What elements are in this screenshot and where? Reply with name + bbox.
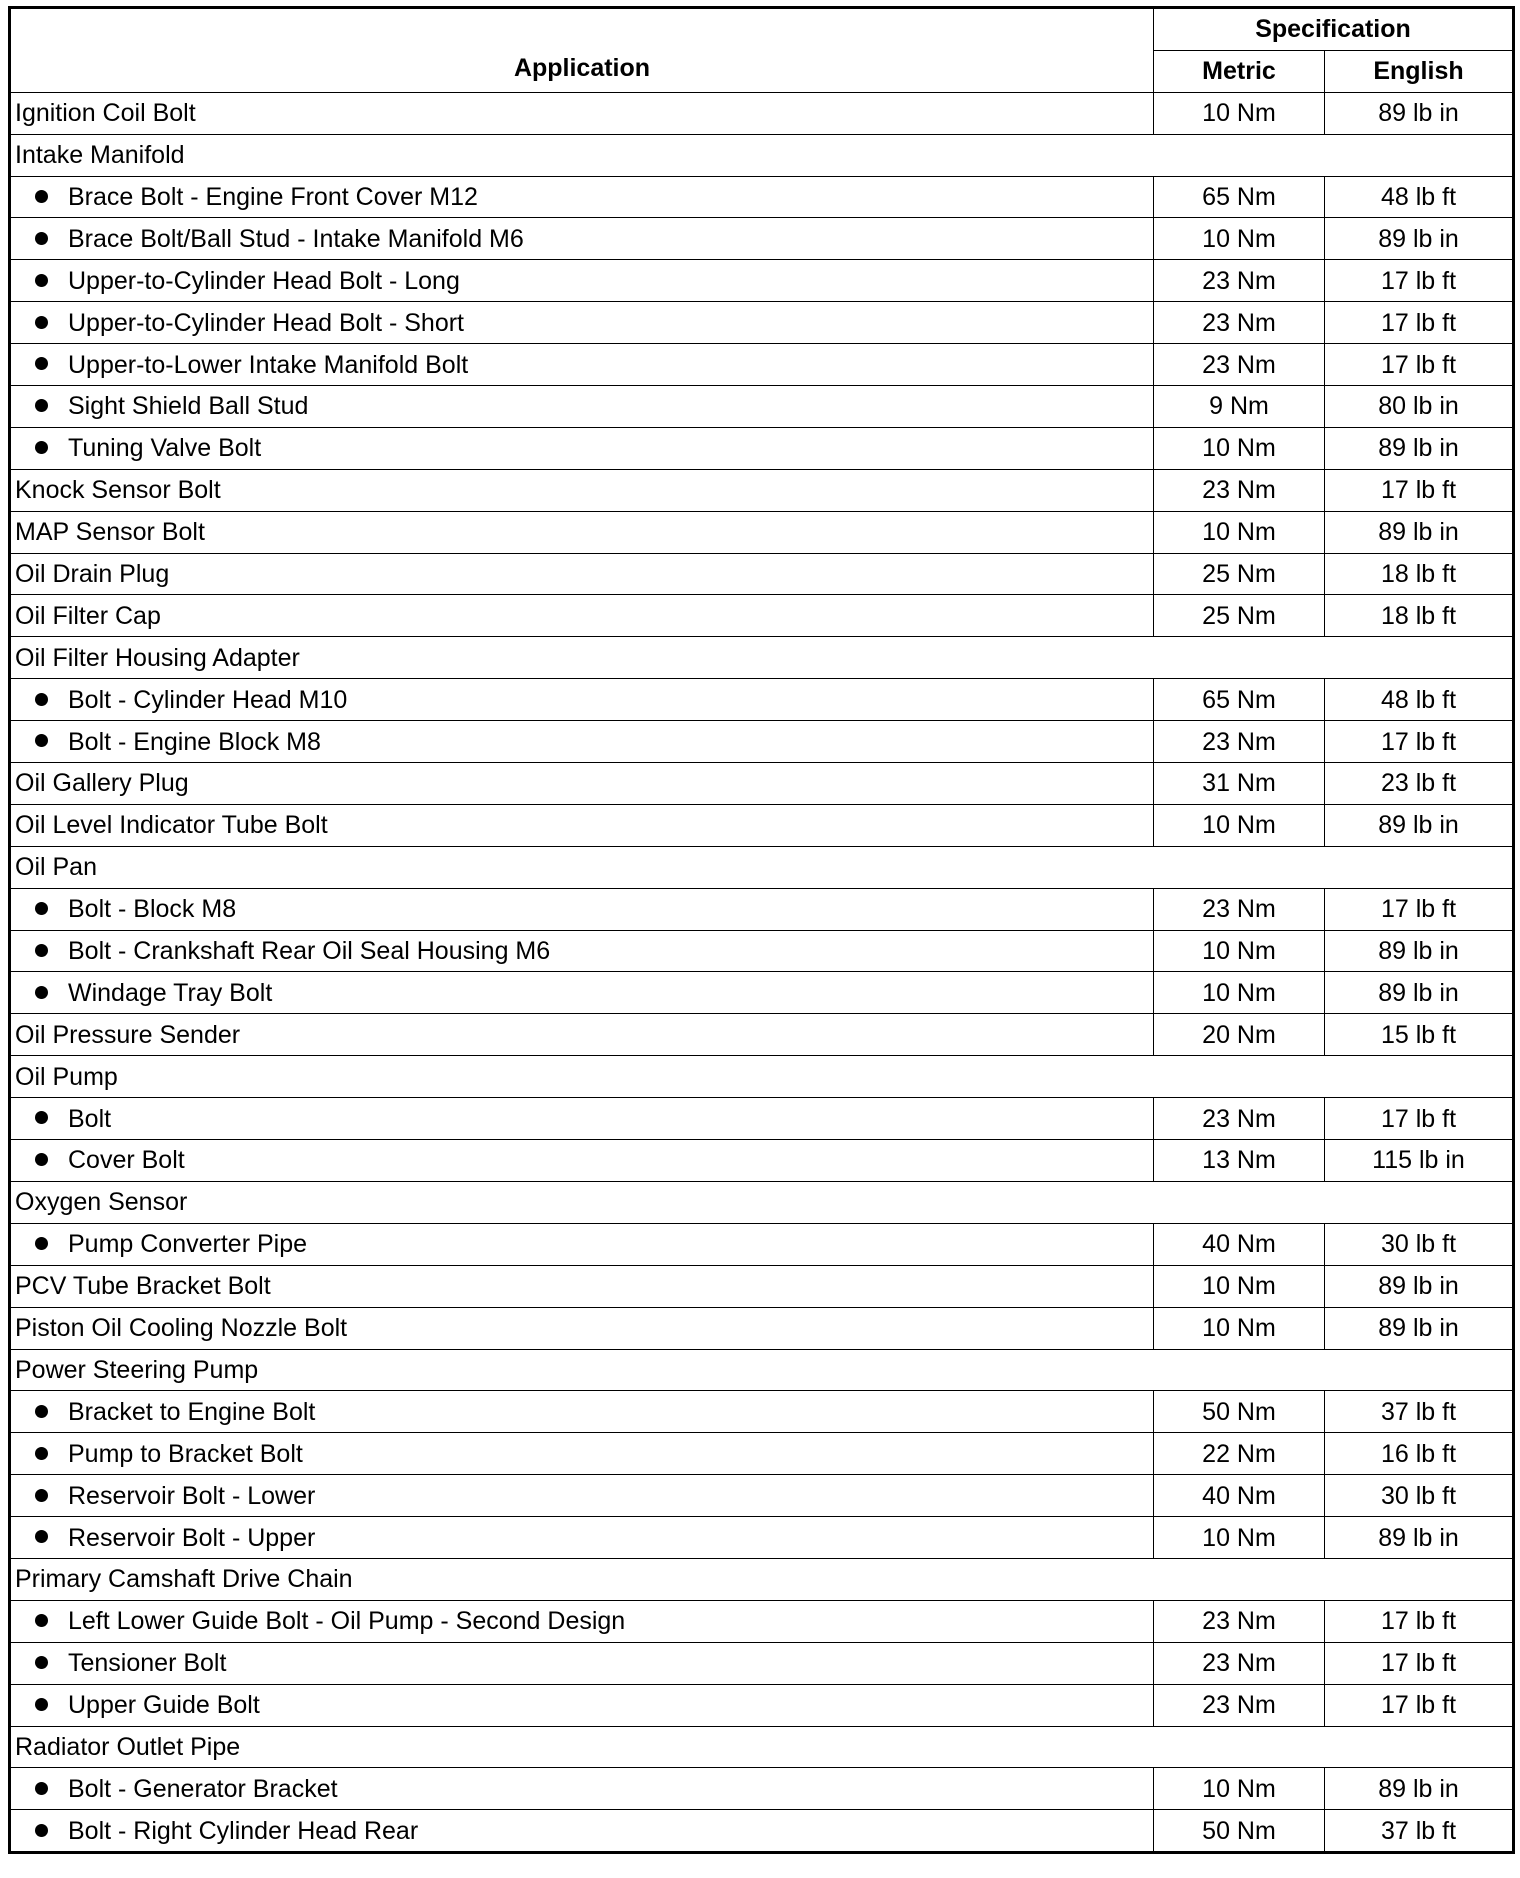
english-value: 115 lb in [1325, 1140, 1514, 1182]
group-row [10, 1726, 1514, 1768]
english-value: 89 lb in [1325, 218, 1514, 260]
english-value: 89 lb in [1325, 930, 1514, 972]
group-row [10, 134, 1514, 176]
table-row [10, 469, 1514, 511]
table-body [10, 92, 1514, 1852]
metric-value: 9 Nm [1154, 386, 1325, 428]
application-cell [10, 721, 1154, 763]
application-label: Pump to Bracket Bolt [68, 1439, 303, 1468]
application-cell [10, 888, 1154, 930]
application-label: Upper-to-Lower Intake Manifold Bolt [68, 350, 469, 379]
bullet-icon [35, 1237, 48, 1250]
application-label: Bolt - Engine Block M8 [68, 727, 321, 756]
application-cell [10, 1181, 1514, 1223]
metric-value: 13 Nm [1154, 1140, 1325, 1182]
application-label: Oil Pump [15, 1062, 118, 1091]
metric-column-header: Metric [1154, 50, 1325, 92]
english-value: 80 lb in [1325, 386, 1514, 428]
application-cell [10, 763, 1154, 805]
metric-value: 10 Nm [1154, 92, 1325, 134]
metric-value: 23 Nm [1154, 721, 1325, 763]
application-cell [10, 1140, 1154, 1182]
application-label: Windage Tray Bolt [68, 978, 273, 1007]
metric-value: 20 Nm [1154, 1014, 1325, 1056]
application-label: Power Steering Pump [15, 1355, 259, 1384]
group-row [10, 846, 1514, 888]
application-label: PCV Tube Bracket Bolt [15, 1272, 271, 1301]
application-label: Bolt [68, 1104, 112, 1133]
application-label: Upper-to-Cylinder Head Bolt - Short [68, 308, 464, 337]
bullet-icon [35, 902, 48, 915]
english-value: 17 lb ft [1325, 344, 1514, 386]
english-value: 89 lb in [1325, 1768, 1514, 1810]
application-cell [10, 302, 1154, 344]
table-row [10, 595, 1514, 637]
english-value: 17 lb ft [1325, 1600, 1514, 1642]
table-row [10, 1140, 1514, 1182]
metric-value: 23 Nm [1154, 469, 1325, 511]
table-row [10, 302, 1514, 344]
application-label: Reservoir Bolt - Upper [68, 1523, 316, 1552]
application-label: Intake Manifold [15, 141, 185, 170]
application-label: Oil Filter Cap [15, 601, 161, 630]
table-row [10, 1475, 1514, 1517]
application-cell [10, 804, 1154, 846]
metric-value: 10 Nm [1154, 1768, 1325, 1810]
application-cell [10, 1768, 1154, 1810]
bullet-icon [35, 1405, 48, 1418]
table-row [10, 218, 1514, 260]
table-row [10, 427, 1514, 469]
application-label: Cover Bolt [68, 1146, 185, 1175]
bullet-icon [35, 1447, 48, 1460]
application-cell [10, 1391, 1154, 1433]
metric-value: 10 Nm [1154, 1265, 1325, 1307]
english-value: 17 lb ft [1325, 1642, 1514, 1684]
bullet-icon [35, 693, 48, 706]
application-label: Ignition Coil Bolt [15, 99, 196, 128]
table-row [10, 679, 1514, 721]
application-label: Oil Pan [15, 853, 97, 882]
english-value: 89 lb in [1325, 1307, 1514, 1349]
metric-value: 10 Nm [1154, 972, 1325, 1014]
bullet-icon [35, 944, 48, 957]
bullet-icon [35, 1698, 48, 1711]
application-label: Bolt - Crankshaft Rear Oil Seal Housing M6 [68, 937, 551, 966]
application-cell [10, 637, 1514, 679]
application-cell [10, 134, 1514, 176]
application-label: Left Lower Guide Bolt - Oil Pump - Second Design [68, 1607, 626, 1636]
bullet-icon [35, 441, 48, 454]
bullet-icon [35, 1656, 48, 1669]
application-cell [10, 92, 1154, 134]
application-label: Oil Filter Housing Adapter [15, 643, 300, 672]
application-cell [10, 1307, 1154, 1349]
application-label: MAP Sensor Bolt [15, 518, 205, 547]
bullet-icon [35, 1489, 48, 1502]
table-row [10, 1014, 1514, 1056]
table-row [10, 721, 1514, 763]
english-value: 17 lb ft [1325, 260, 1514, 302]
english-value: 23 lb ft [1325, 763, 1514, 805]
application-cell [10, 553, 1154, 595]
metric-value: 23 Nm [1154, 344, 1325, 386]
metric-value: 23 Nm [1154, 1684, 1325, 1726]
application-label: Bracket to Engine Bolt [68, 1397, 316, 1426]
specification-column-header: Specification [1154, 8, 1514, 51]
application-label: Upper-to-Cylinder Head Bolt - Long [68, 266, 460, 295]
application-label: Oil Drain Plug [15, 560, 170, 589]
table-row [10, 1433, 1514, 1475]
english-value: 18 lb ft [1325, 553, 1514, 595]
bullet-icon [35, 399, 48, 412]
application-cell [10, 260, 1154, 302]
metric-value: 23 Nm [1154, 1642, 1325, 1684]
application-label: Reservoir Bolt - Lower [68, 1481, 316, 1510]
application-label: Tensioner Bolt [68, 1649, 227, 1678]
metric-value: 25 Nm [1154, 553, 1325, 595]
application-label: Upper Guide Bolt [68, 1691, 260, 1720]
application-cell [10, 1558, 1514, 1600]
metric-value: 25 Nm [1154, 595, 1325, 637]
bullet-icon [35, 357, 48, 370]
metric-value: 50 Nm [1154, 1391, 1325, 1433]
application-cell [10, 1098, 1154, 1140]
metric-value: 23 Nm [1154, 260, 1325, 302]
english-value: 17 lb ft [1325, 888, 1514, 930]
metric-value: 10 Nm [1154, 1307, 1325, 1349]
application-cell [10, 344, 1154, 386]
application-label: Bolt - Generator Bracket [68, 1774, 338, 1803]
table-row [10, 1307, 1514, 1349]
table-row [10, 260, 1514, 302]
table-row [10, 1684, 1514, 1726]
group-row [10, 1558, 1514, 1600]
table-row [10, 553, 1514, 595]
application-cell [10, 595, 1154, 637]
english-value: 15 lb ft [1325, 1014, 1514, 1056]
application-cell [10, 176, 1154, 218]
application-cell [10, 1433, 1154, 1475]
torque-spec-table [8, 6, 1515, 1854]
metric-value: 22 Nm [1154, 1433, 1325, 1475]
english-value: 89 lb in [1325, 1517, 1514, 1559]
application-cell [10, 1517, 1154, 1559]
english-value: 89 lb in [1325, 511, 1514, 553]
english-value: 17 lb ft [1325, 1684, 1514, 1726]
bullet-icon [35, 274, 48, 287]
table-row [10, 888, 1514, 930]
metric-value: 23 Nm [1154, 1098, 1325, 1140]
metric-value: 65 Nm [1154, 176, 1325, 218]
table-row [10, 92, 1514, 134]
application-cell [10, 930, 1154, 972]
table-row [10, 344, 1514, 386]
application-cell [10, 1223, 1154, 1265]
bullet-icon [35, 1614, 48, 1627]
table-header [10, 8, 1514, 93]
bullet-icon [35, 1153, 48, 1166]
application-cell [10, 511, 1154, 553]
application-cell [10, 1014, 1154, 1056]
table-row [10, 763, 1514, 805]
table-row [10, 972, 1514, 1014]
english-value: 37 lb ft [1325, 1391, 1514, 1433]
application-cell [10, 469, 1154, 511]
english-value: 30 lb ft [1325, 1223, 1514, 1265]
english-value: 17 lb ft [1325, 721, 1514, 763]
english-value: 18 lb ft [1325, 595, 1514, 637]
bullet-icon [35, 1782, 48, 1795]
application-cell [10, 846, 1514, 888]
table-row [10, 1265, 1514, 1307]
application-label: Oil Gallery Plug [15, 769, 189, 798]
bullet-icon [35, 190, 48, 203]
metric-value: 50 Nm [1154, 1810, 1325, 1853]
application-label: Pump Converter Pipe [68, 1230, 308, 1259]
application-label: Oxygen Sensor [15, 1188, 188, 1217]
table-row [10, 1223, 1514, 1265]
application-cell [10, 427, 1154, 469]
bullet-icon [35, 1824, 48, 1837]
group-row [10, 1181, 1514, 1223]
application-cell [10, 1600, 1154, 1642]
application-label: Primary Camshaft Drive Chain [15, 1565, 353, 1594]
application-label: Knock Sensor Bolt [15, 476, 221, 505]
bullet-icon [35, 1111, 48, 1124]
metric-value: 10 Nm [1154, 511, 1325, 553]
group-row [10, 1056, 1514, 1098]
bullet-icon [35, 986, 48, 999]
table-row [10, 930, 1514, 972]
application-cell [10, 1475, 1154, 1517]
table-row [10, 176, 1514, 218]
english-value: 89 lb in [1325, 804, 1514, 846]
application-cell [10, 1265, 1154, 1307]
application-cell [10, 1684, 1154, 1726]
table-row [10, 1810, 1514, 1853]
table-row [10, 1391, 1514, 1433]
metric-value: 23 Nm [1154, 1600, 1325, 1642]
application-label: Oil Level Indicator Tube Bolt [15, 811, 328, 840]
application-column-header: Application [10, 8, 1154, 93]
table-row [10, 1517, 1514, 1559]
table-row [10, 1768, 1514, 1810]
application-label: Radiator Outlet Pipe [15, 1732, 241, 1761]
english-value: 30 lb ft [1325, 1475, 1514, 1517]
english-value: 17 lb ft [1325, 469, 1514, 511]
table-row [10, 386, 1514, 428]
metric-value: 40 Nm [1154, 1223, 1325, 1265]
application-label: Bolt - Block M8 [68, 895, 237, 924]
bullet-icon [35, 232, 48, 245]
english-value: 48 lb ft [1325, 679, 1514, 721]
english-value: 37 lb ft [1325, 1810, 1514, 1853]
application-cell [10, 218, 1154, 260]
application-cell [10, 386, 1154, 428]
application-label: Bolt - Right Cylinder Head Rear [68, 1816, 419, 1845]
english-value: 17 lb ft [1325, 302, 1514, 344]
bullet-icon [35, 316, 48, 329]
bullet-icon [35, 734, 48, 747]
metric-value: 10 Nm [1154, 218, 1325, 260]
english-value: 17 lb ft [1325, 1098, 1514, 1140]
metric-value: 23 Nm [1154, 302, 1325, 344]
metric-value: 31 Nm [1154, 763, 1325, 805]
bullet-icon [35, 1530, 48, 1543]
table-row [10, 1600, 1514, 1642]
table-row [10, 1642, 1514, 1684]
application-cell [10, 1810, 1154, 1853]
english-value: 89 lb in [1325, 92, 1514, 134]
application-cell [10, 1642, 1154, 1684]
table-row [10, 1098, 1514, 1140]
metric-value: 10 Nm [1154, 930, 1325, 972]
application-cell [10, 972, 1154, 1014]
group-row [10, 1349, 1514, 1391]
group-row [10, 637, 1514, 679]
english-value: 48 lb ft [1325, 176, 1514, 218]
english-column-header: English [1325, 50, 1514, 92]
metric-value: 10 Nm [1154, 427, 1325, 469]
application-label: Brace Bolt/Ball Stud - Intake Manifold M6 [68, 224, 524, 253]
metric-value: 10 Nm [1154, 804, 1325, 846]
application-cell [10, 1056, 1514, 1098]
application-label: Tuning Valve Bolt [68, 434, 262, 463]
application-cell [10, 1349, 1514, 1391]
metric-value: 40 Nm [1154, 1475, 1325, 1517]
header-row-top [10, 8, 1514, 51]
table-row [10, 511, 1514, 553]
application-label: Piston Oil Cooling Nozzle Bolt [15, 1314, 348, 1343]
application-cell [10, 679, 1154, 721]
english-value: 89 lb in [1325, 427, 1514, 469]
metric-value: 10 Nm [1154, 1517, 1325, 1559]
application-cell [10, 1726, 1514, 1768]
english-value: 89 lb in [1325, 1265, 1514, 1307]
application-label: Sight Shield Ball Stud [68, 392, 309, 421]
english-value: 89 lb in [1325, 972, 1514, 1014]
metric-value: 23 Nm [1154, 888, 1325, 930]
application-label: Brace Bolt - Engine Front Cover M12 [68, 183, 478, 211]
table-row [10, 804, 1514, 846]
application-label: Bolt - Cylinder Head M10 [68, 685, 348, 714]
application-label: Oil Pressure Sender [15, 1020, 241, 1049]
metric-value: 65 Nm [1154, 679, 1325, 721]
english-value: 16 lb ft [1325, 1433, 1514, 1475]
